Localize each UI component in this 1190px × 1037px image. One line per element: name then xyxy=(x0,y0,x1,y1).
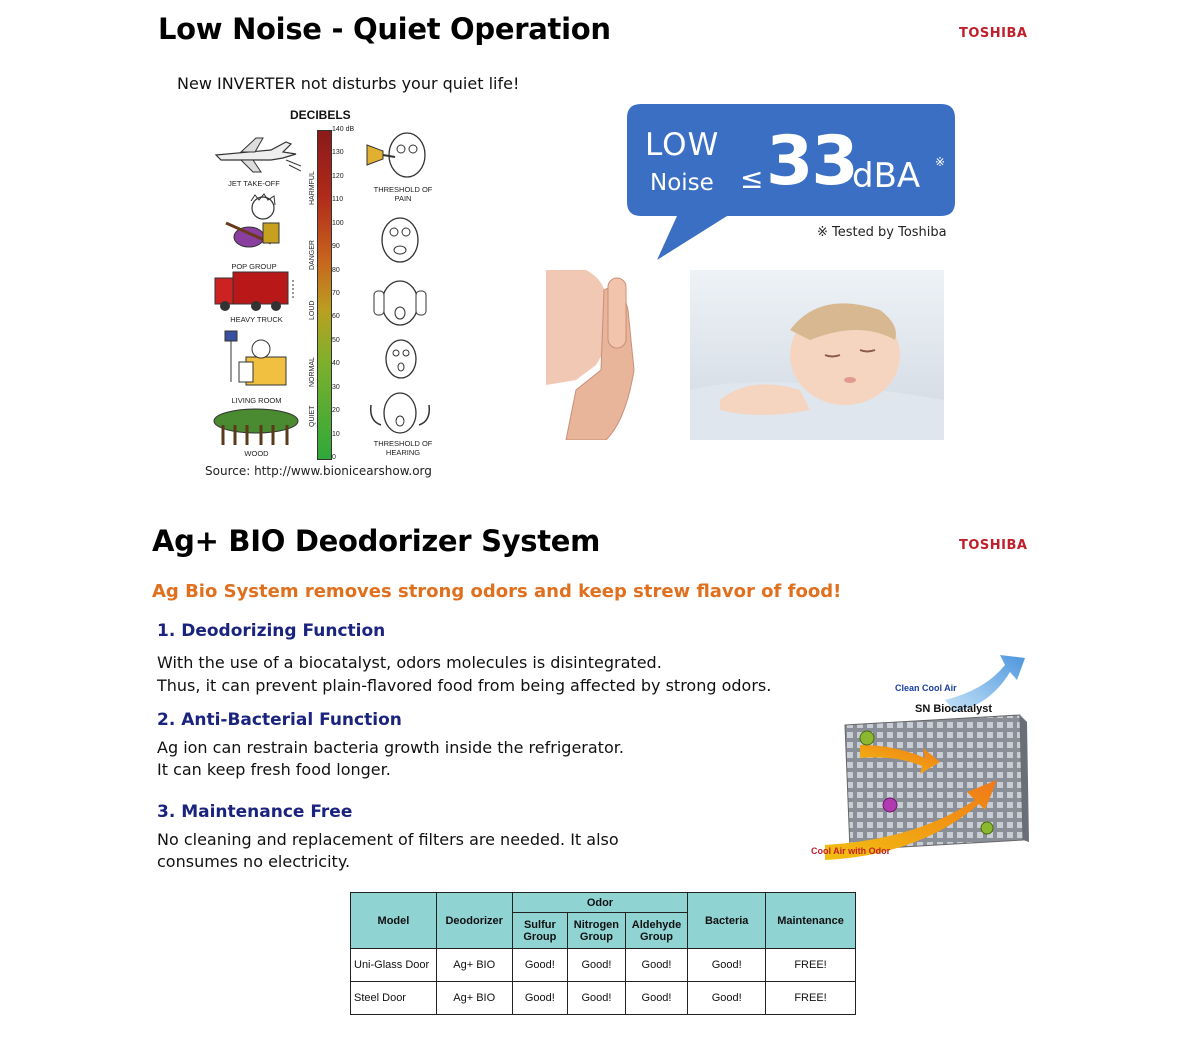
section1-title: Low Noise - Quiet Operation xyxy=(158,12,611,46)
wood-icon xyxy=(211,407,301,447)
decibel-tick: 140 dB xyxy=(332,126,355,133)
th-bacteria: Bacteria xyxy=(688,893,766,949)
decibel-tick: 10 xyxy=(332,430,340,438)
section1-subtitle: New INVERTER not disturbs your quiet life! xyxy=(177,74,520,93)
th-nitrogen: Nitrogen Group xyxy=(568,913,626,949)
brand-logo: TOSHIBA xyxy=(959,26,1028,41)
face-trumpet-icon xyxy=(365,125,435,180)
feature-1-heading: 1. Deodorizing Function xyxy=(157,621,386,641)
diagram-clean-air-label: Clean Cool Air xyxy=(895,683,957,693)
table-cell: Good! xyxy=(625,982,688,1015)
sleeping-baby-photo xyxy=(690,270,944,440)
decibel-tick: 30 xyxy=(332,383,340,391)
decibel-tick: 50 xyxy=(332,336,340,344)
table-cell: Ag+ BIO xyxy=(436,982,512,1015)
decibel-chart xyxy=(205,105,450,465)
zone-danger: DANGER xyxy=(309,240,316,270)
label-living-room: LIVING ROOM xyxy=(231,396,282,405)
th-odor: Odor xyxy=(512,893,688,913)
face-cupping-ears-icon xyxy=(367,387,433,437)
diagram-odor-label: Cool Air with Odor xyxy=(811,846,891,856)
th-sulfur: Sulfur Group xyxy=(512,913,568,949)
decibel-tick: 20 xyxy=(332,407,340,415)
table-cell: FREE! xyxy=(766,949,856,982)
label-wood: WOOD xyxy=(244,449,269,458)
decibel-tick: 60 xyxy=(332,313,340,321)
th-model: Model xyxy=(351,893,437,949)
table-cell: Good! xyxy=(512,982,568,1015)
table-cell: Uni-Glass Door xyxy=(351,949,437,982)
decibel-scale-bar xyxy=(317,130,332,460)
th-maintenance: Maintenance xyxy=(766,893,856,949)
decibel-tick: 80 xyxy=(332,266,340,274)
table-row xyxy=(351,949,856,982)
diagram-catalyst-label: SN Biocatalyst xyxy=(915,703,993,715)
jet-icon xyxy=(211,130,301,175)
decibel-tick: 130 xyxy=(332,149,344,157)
table-cell: Good! xyxy=(512,949,568,982)
living-room-icon xyxy=(221,327,291,389)
table-cell: Ag+ BIO xyxy=(436,949,512,982)
table-cell: Good! xyxy=(568,949,626,982)
table-row xyxy=(351,982,856,1015)
label-threshold-hearing: THRESHOLD OF HEARING xyxy=(373,439,433,457)
table-cell: Good! xyxy=(688,949,766,982)
feature-3-line1: No cleaning and replacement of filters are needed. It also xyxy=(157,830,619,849)
label-threshold-pain: THRESHOLD OF PAIN xyxy=(373,185,433,203)
table-cell: FREE! xyxy=(766,982,856,1015)
label-pop: POP GROUP xyxy=(231,262,277,271)
bubble-le-symbol: ≤ xyxy=(740,162,764,195)
bubble-low-text: LOW xyxy=(645,127,720,163)
feature-2-heading: 2. Anti-Bacterial Function xyxy=(157,710,402,730)
shush-photo xyxy=(546,270,666,440)
decibel-tick: 0 xyxy=(332,454,336,461)
feature-1-line2: Thus, it can prevent plain-flavored food from being affected by strong odors. xyxy=(157,676,772,695)
table-cell: Good! xyxy=(568,982,626,1015)
decibel-tick: 90 xyxy=(332,243,340,251)
bubble-noise-text: Noise xyxy=(650,170,714,196)
feature-2-line1: Ag ion can restrain bacteria growth inside the refrigerator. xyxy=(157,738,624,757)
bubble-mark: ※ xyxy=(935,155,946,169)
face-listening-icon xyxy=(373,333,429,381)
pop-group-icon xyxy=(221,193,291,253)
feature-1-line1: With the use of a biocatalyst, odors molecules is disintegrated. xyxy=(157,653,662,672)
th-aldehyde: Aldehyde Group xyxy=(625,913,688,949)
zone-normal: NORMAL xyxy=(309,357,316,387)
decibel-tick: 40 xyxy=(332,360,340,368)
th-deodorizer: Deodorizer xyxy=(436,893,512,949)
decibel-tick: 110 xyxy=(332,196,344,204)
table-cell: Steel Door xyxy=(351,982,437,1015)
bubble-value: 33 xyxy=(766,122,857,201)
zone-quiet: QUIET xyxy=(309,405,316,427)
face-covering-ears-icon xyxy=(368,273,432,331)
label-jet: JET TAKE-OFF xyxy=(228,179,280,188)
table-cell: Good! xyxy=(688,982,766,1015)
tested-note: ※ Tested by Toshiba xyxy=(817,225,947,240)
section2-title: Ag+ BIO Deodorizer System xyxy=(152,524,601,558)
table-cell: Good! xyxy=(625,949,688,982)
comparison-table xyxy=(350,892,856,1015)
feature-2-line2: It can keep fresh food longer. xyxy=(157,760,391,779)
face-worried-icon xyxy=(370,210,430,265)
bubble-unit: dBA xyxy=(852,156,921,196)
zone-harmful: HARMFUL xyxy=(309,171,316,205)
decibel-tick: 100 xyxy=(332,219,344,227)
source-note: Source: http://www.bionicearshow.org xyxy=(205,464,432,478)
feature-3-line2: consumes no electricity. xyxy=(157,852,351,871)
truck-icon xyxy=(211,270,301,312)
decibel-chart-title: DECIBELS xyxy=(290,108,351,122)
decibel-tick: 70 xyxy=(332,290,340,297)
label-truck: HEAVY TRUCK xyxy=(230,315,283,324)
brand-logo-2: TOSHIBA xyxy=(959,538,1028,553)
section2-tagline: Ag Bio System removes strong odors and keep strew flavor of food! xyxy=(152,581,842,602)
zone-loud: LOUD xyxy=(309,300,316,320)
feature-3-heading: 3. Maintenance Free xyxy=(157,802,353,822)
decibel-tick: 120 xyxy=(332,172,344,180)
